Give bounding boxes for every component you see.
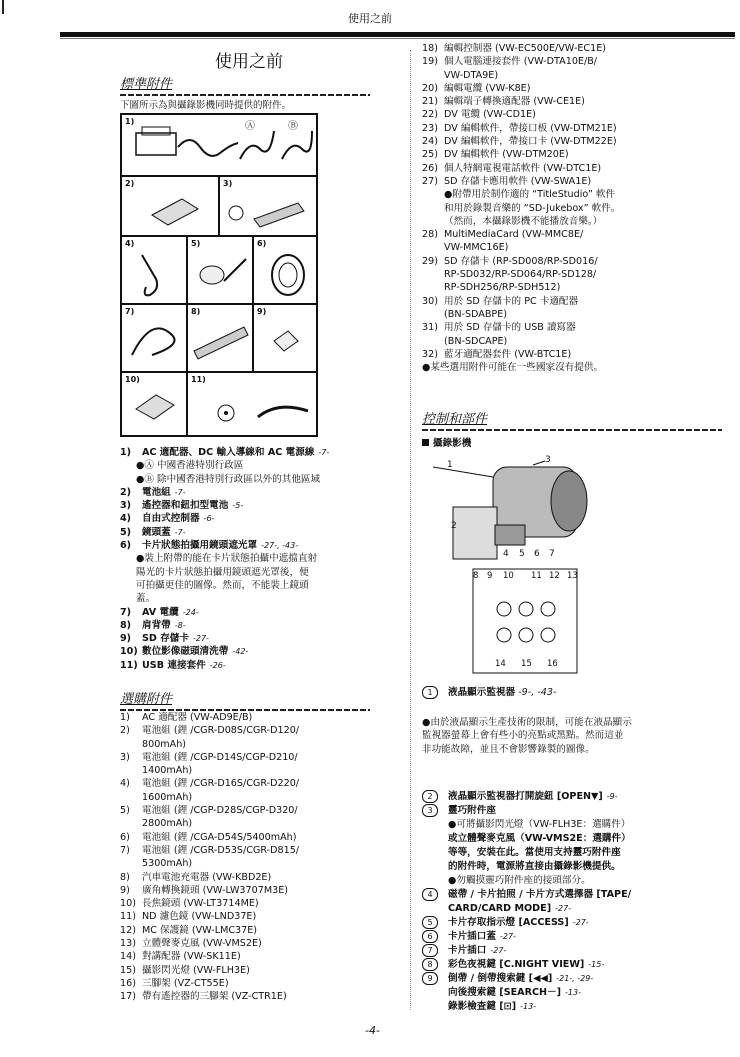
item-text: 1400mAh) <box>142 765 193 777</box>
item-text: CARD/CARD MODE] <box>448 903 552 914</box>
item-number: 32) <box>422 348 438 360</box>
item-number: 11) <box>120 659 138 671</box>
item-number: 1) <box>120 712 130 723</box>
item-number: 12) <box>120 924 136 936</box>
optional-item <box>120 777 405 790</box>
item-number: 7) <box>120 844 130 856</box>
optional-item <box>120 964 405 977</box>
diagram-label-7: 7 <box>549 549 555 559</box>
page-ref: -7- <box>174 487 186 497</box>
item-number: 28) <box>422 229 438 241</box>
standard-item <box>120 539 405 552</box>
control-item <box>422 902 732 916</box>
page-ref: -27- <box>572 918 589 927</box>
optional-item <box>120 711 405 724</box>
standard-item <box>120 486 405 499</box>
control-item <box>422 790 732 804</box>
page-ref: -13- <box>565 988 581 997</box>
diagram-label-4: 4 <box>503 549 509 559</box>
diagram-label-2: 2 <box>451 521 457 531</box>
page-ref: -5- <box>232 501 244 511</box>
control-item <box>422 832 732 846</box>
item-number: 1) <box>120 447 132 458</box>
diagram-label-9: 9 <box>487 571 493 581</box>
lcd-note <box>422 716 732 756</box>
item-number: 4) <box>120 513 132 525</box>
item-number: 4 <box>422 888 438 901</box>
item-text: 液晶顯示監視器打開旋鈕 [OPEN▼] <box>448 791 603 802</box>
optional-item <box>422 162 732 175</box>
item-text: 數位影像磁頭清洗帶 <box>142 646 229 658</box>
standard-item <box>120 606 405 619</box>
section-title: 標準附件 <box>120 77 173 92</box>
usb-kit-icon <box>188 373 316 435</box>
item-text: 肩背帶 <box>142 619 171 631</box>
figure-cell-5: 5) <box>187 236 253 304</box>
figure-cell-4: 4) <box>121 236 187 304</box>
item-text: 廣角轉換鏡頭 (VW-LW3707M3E) <box>142 884 289 896</box>
item-number: 11) <box>120 911 136 923</box>
item-text: ●Ⓐ 中國香港特別行政區 <box>136 460 244 472</box>
section-title: 選購附件 <box>120 692 173 707</box>
item-text: 卡片狀態拍攝用鏡頭遮光罩 <box>142 540 258 552</box>
optional-item <box>422 108 732 121</box>
item-number: 20) <box>422 82 438 94</box>
item-text: 的附件時，電源將直接由攝錄影機提供。 <box>448 861 621 872</box>
item-number: 25) <box>422 149 438 161</box>
item-text: 向後搜索鍵 [SEARCH－] <box>448 987 562 998</box>
item-number: 8) <box>120 871 130 883</box>
page-ref: -7- <box>174 527 186 537</box>
optional-item <box>422 55 732 68</box>
item-text: 倒帶 / 倒帶搜索鍵 [◀◀] <box>448 973 553 984</box>
optional-item <box>422 148 732 161</box>
optional-item <box>120 804 405 817</box>
standard-item <box>120 512 405 525</box>
figure-cell-9: 9) <box>253 304 317 372</box>
item-text: (BN-SDABPE) <box>444 308 508 320</box>
lcd-note-line: 非功能故障，並且不會影響錄製的圖像。 <box>422 743 595 755</box>
item-number: 2 <box>422 790 438 803</box>
ac-adaptor-icon <box>122 115 316 175</box>
control-item <box>422 888 732 902</box>
item-text: 等等，安裝在此。當使用支持靈巧附件座 <box>448 847 621 858</box>
diagram-label-3: 3 <box>545 455 551 465</box>
optional-item <box>422 348 732 361</box>
page-number: -4- <box>365 1024 380 1037</box>
page-ref: -27- <box>490 946 507 955</box>
item-number: 19) <box>422 56 438 68</box>
item-text: 磁帶 / 卡片拍照 / 卡片方式選擇器 [TAPE/ <box>448 889 632 900</box>
item-text: 攝影閃光燈 (VW-FLH3E) <box>142 964 250 976</box>
item-text: ●勿觸摸靈巧附件座的接頭部分。 <box>448 875 591 886</box>
item-number: 3) <box>120 500 132 512</box>
control-item <box>422 958 732 972</box>
item-number: 10) <box>120 898 136 910</box>
diagram-label-12: 12 <box>549 571 560 581</box>
item-text: 電池組 (鋰 /CGR-D53S/CGR-D815/ <box>142 844 300 856</box>
lcd-note-line: 監視器螢幕上會有些小的亮點或黑點。然而這並 <box>422 730 624 742</box>
item-number: 2) <box>120 486 132 498</box>
accessories-figure <box>120 113 318 437</box>
item-text: AC 適配器、DC 輸入導線和 AC 電源線 <box>142 447 315 458</box>
page-ref: -6- <box>203 514 215 524</box>
standard-accessories-heading <box>120 73 370 96</box>
item-text: 自由式控制器 <box>142 513 200 525</box>
item-text: 800mAh) <box>142 738 187 750</box>
control-item <box>422 930 732 944</box>
page-ref: -13- <box>520 1002 537 1011</box>
item-text: 陽光的卡片狀態拍攝用鏡頭遮光罩後，便 <box>136 566 309 578</box>
item-text: RP-SDH256/RP-SDH512) <box>444 282 561 294</box>
camcorder-subheading: 攝錄影機 <box>422 437 471 450</box>
item-text: 編輯控制器 (VW-EC500E/VW-EC1E) <box>444 43 607 54</box>
item-number: 2) <box>120 725 130 737</box>
optional-item <box>422 268 732 281</box>
control-item <box>422 804 732 818</box>
item-number: 6) <box>120 540 132 552</box>
page-ref: -7- <box>318 448 330 457</box>
item-text: 和用於錄製音樂的 “SD-Jukebox” 軟件。 <box>444 202 621 214</box>
section-title: 控制和部件 <box>422 412 488 427</box>
optional-item <box>422 202 732 215</box>
item-number: 17) <box>120 991 136 1003</box>
standard-item <box>120 473 405 486</box>
optional-item <box>422 255 732 268</box>
optional-item <box>120 924 405 937</box>
controls-list <box>422 790 732 1014</box>
item-text: DV 編輯軟件，帶接口卡 (VW-DTM22E) <box>444 136 617 148</box>
item-number: 26) <box>422 162 438 174</box>
item-number: 24) <box>422 136 438 148</box>
marker-a: Ⓐ <box>245 121 255 132</box>
item-number: 5) <box>120 526 132 538</box>
item-number: 27) <box>422 175 438 187</box>
optional-item <box>422 295 732 308</box>
optional-note: ●某些選用附件可能在一些國家沒有提供。 <box>422 362 604 374</box>
item-text: ●Ⓑ 除中國香港特別行政區以外的其他區域 <box>136 473 321 485</box>
item-text: 電池組 (鋰 /CGR-D08S/CGR-D120/ <box>142 725 300 737</box>
optional-item <box>422 321 732 334</box>
item-number: 14) <box>120 951 136 963</box>
bullet-square <box>422 439 429 446</box>
item-text: SD 存儲卡 (RP-SD008/RP-SD016/ <box>444 255 598 267</box>
page-ref: -24- <box>182 607 199 617</box>
page-ref: -8- <box>174 620 186 630</box>
item-number: 5) <box>120 805 130 817</box>
optional-item <box>422 175 732 188</box>
controls-heading <box>422 408 722 431</box>
optional-item <box>422 215 732 228</box>
control-item <box>422 860 732 874</box>
page-ref: -27- <box>555 904 572 913</box>
section-rule <box>422 429 722 431</box>
control-item <box>422 846 732 860</box>
diagram-label-10: 10 <box>503 571 514 581</box>
item-text: 用於 SD 存儲卡的 PC 卡適配器 <box>444 295 579 307</box>
item-text: 帶有遙控器的三腳架 (VZ-CTR1E) <box>142 991 287 1003</box>
item-text: 靈巧附件座 <box>448 805 496 816</box>
control-item <box>422 986 732 1000</box>
optional-item <box>422 228 732 241</box>
optional-item <box>120 817 405 830</box>
item-text: 電池組 (鋰 /CGP-D14S/CGP-D210/ <box>142 751 298 763</box>
optional-item <box>120 871 405 884</box>
item-text: DV 電纜 (VW-CD1E) <box>444 109 536 121</box>
item-number: 7 <box>422 944 438 957</box>
item-text: 個人特網電視電話軟件 (VW-DTC1E) <box>444 162 602 174</box>
running-header: 使用之前 <box>348 12 392 25</box>
page-ref: -26- <box>209 660 226 670</box>
optional-item <box>422 82 732 95</box>
item-number: 6) <box>120 831 130 843</box>
diagram-label-1: 1 <box>447 460 453 470</box>
item-text: 用於 SD 存儲卡的 USB 讀寫器 <box>444 322 576 334</box>
item-text: 或立體聲麥克風（VW-VMS2E：選購件） <box>448 833 631 844</box>
item-text: SD 存儲卡應用軟件 (VW-SWA1E) <box>444 175 592 187</box>
standard-item <box>120 552 405 565</box>
optional-item <box>120 791 405 804</box>
optional-item <box>120 884 405 897</box>
item-text: 藍牙適配器套件 (VW-BTC1E) <box>444 348 572 360</box>
item-number: 29) <box>422 255 438 267</box>
item-number: 8) <box>120 619 132 631</box>
item-text: VW-DTA9E) <box>444 69 499 81</box>
control-item <box>422 818 732 832</box>
item-text: 鏡頭蓋 <box>142 526 171 538</box>
standard-item <box>120 579 405 592</box>
standard-item <box>120 499 405 512</box>
item-text: 立體聲麥克風 (VW-VMS2E) <box>142 938 262 950</box>
control-item <box>422 874 732 888</box>
optional-item <box>120 857 405 870</box>
diagram-label-6: 6 <box>534 549 540 559</box>
page-ref: -15- <box>588 960 605 969</box>
optional-item <box>422 188 732 201</box>
control-item <box>422 972 732 986</box>
figure-cell-3: 3) <box>219 176 317 236</box>
optional-item <box>120 910 405 923</box>
optional-item <box>120 844 405 857</box>
diagram-label-11: 11 <box>531 571 542 581</box>
item-text: DV 編輯軟件 (VW-DTM20E) <box>444 149 569 161</box>
battery-pack-icon <box>122 177 218 235</box>
diagram-label-13: 13 <box>567 571 578 581</box>
diagram-label-8: 8 <box>473 571 479 581</box>
figure-cell-8: 8) <box>187 304 253 372</box>
item-number: 9) <box>120 633 132 645</box>
item-number: 3) <box>120 751 130 763</box>
optional-item <box>120 764 405 777</box>
item-text: 編輯端子轉換適配器 (VW-CE1E) <box>444 96 585 108</box>
item-text: 電池組 (鋰 /CGR-D16S/CGR-D220/ <box>142 778 300 790</box>
item-text: 編輯電纜 (VW-K8E) <box>444 82 531 94</box>
item-text: USB 連接套件 <box>142 659 206 671</box>
figure-cell-11: 11) <box>187 372 317 436</box>
item-number: 3 <box>422 804 438 817</box>
standard-item <box>120 632 405 645</box>
page-ref: -27- <box>499 932 516 941</box>
item-text: 卡片插口 <box>448 945 487 956</box>
standard-item <box>120 659 405 672</box>
item-number: 8 <box>422 958 438 971</box>
optional-accessories-heading <box>120 688 370 711</box>
item-text: SD 存儲卡 <box>142 633 189 645</box>
optional-list-right <box>422 42 732 374</box>
page-ref: -27-, -43- <box>261 541 299 551</box>
optional-item <box>422 42 732 55</box>
header-rule-thin <box>60 38 735 39</box>
item-number: 22) <box>422 109 438 121</box>
diagram-label-5: 5 <box>519 549 525 559</box>
standard-item <box>120 459 405 472</box>
optional-item <box>120 937 405 950</box>
item-text: 遙控器和鈕扣型電池 <box>142 500 229 512</box>
page-ref: -42- <box>232 647 249 657</box>
item-text: 對講配器 (VW-SK11E) <box>142 951 241 963</box>
item-number: 18) <box>422 43 438 54</box>
item-text: VW-MMC16E) <box>444 242 509 254</box>
item-number: 15) <box>120 964 136 976</box>
header-rule <box>60 32 735 37</box>
page-ref: -21-, -29- <box>556 974 594 983</box>
item-text: 2800mAh) <box>142 818 193 830</box>
optional-item <box>120 990 405 1003</box>
camcorder-diagram <box>433 455 611 675</box>
optional-item <box>120 950 405 963</box>
remote-control-icon <box>220 177 316 235</box>
item-text: 長焦鏡頭 (VW-LT3714ME) <box>142 898 259 910</box>
optional-list-left <box>120 711 405 1004</box>
item-text: 電池組 (鋰 /CGP-D28S/CGP-D320/ <box>142 805 298 817</box>
optional-item <box>120 897 405 910</box>
item-text: ●可將攝影閃光燈（VW-FLH3E：選購件） <box>448 819 631 830</box>
item-number: 10) <box>120 646 138 658</box>
item-text: (BN-SDCAPE) <box>444 335 508 347</box>
item-number: 31) <box>422 322 438 334</box>
camcorder-illustration <box>433 455 611 675</box>
optional-item <box>422 241 732 254</box>
item-text: 5300mAh) <box>142 858 193 870</box>
control-item <box>422 1000 732 1014</box>
standard-item <box>120 566 405 579</box>
figure-cell-2: 2) <box>121 176 219 236</box>
optional-item <box>120 831 405 844</box>
item-text: DV 編輯軟件，帶接口板 (VW-DTM21E) <box>444 122 617 134</box>
item-text: AV 電纜 <box>142 606 179 618</box>
item-text: 蓋。 <box>136 593 156 605</box>
optional-item <box>422 281 732 294</box>
standard-item <box>120 592 405 605</box>
item-number: 9 <box>422 972 438 985</box>
item-text: ●附帶用於制作適的 “TitleStudio” 軟件 <box>444 189 616 201</box>
optional-item <box>120 738 405 751</box>
item-text: MC 保護鏡 (VW-LMC37E) <box>142 924 258 936</box>
item-text: 三腳架 (VZ-CT55E) <box>142 977 229 989</box>
item-number: 13) <box>120 938 136 950</box>
item-text: 卡片存取指示燈 [ACCESS] <box>448 917 569 928</box>
optional-item <box>422 69 732 82</box>
diagram-label-14: 14 <box>495 659 506 669</box>
item-number: 7) <box>120 606 132 618</box>
standard-item <box>120 526 405 539</box>
optional-item <box>120 724 405 737</box>
item-number: 5 <box>422 916 438 929</box>
marker-b: Ⓑ <box>288 121 298 132</box>
optional-item <box>422 122 732 135</box>
standard-intro: 下圖所示為與攝錄影機同時提供的附件。 <box>120 100 292 111</box>
control-item <box>422 916 732 930</box>
item-text: MultiMediaCard (VW-MMC8E/ <box>444 229 584 241</box>
section-rule <box>120 94 370 96</box>
item-text: 電池組 <box>142 486 171 498</box>
figure-cell-7: 7) <box>121 304 187 372</box>
item-number: 9) <box>120 884 130 896</box>
item-number: 6 <box>422 930 438 943</box>
lcd-note-line: ●由於液晶顯示生產技術的限制，可能在液晶顯示 <box>422 717 632 728</box>
figure-cell-6: 6) <box>253 236 317 304</box>
item-text: AC 適配器 (VW-AD9E/B) <box>142 712 253 723</box>
optional-item <box>422 308 732 321</box>
item-text: ND 濾色鏡 (VW-LND37E) <box>142 911 257 923</box>
standard-item <box>120 619 405 632</box>
optional-item <box>422 335 732 348</box>
item-number: 30) <box>422 295 438 307</box>
item-text: RP-SD032/RP-SD064/RP-SD128/ <box>444 269 597 281</box>
item-text: ●裝上附帶的能在卡片狀態拍攝中遮擋直射 <box>136 553 318 565</box>
item-text: （然而，本攝錄影機不能播放音樂。） <box>444 215 603 227</box>
item-number: 4) <box>120 778 130 790</box>
diagram-label-15: 15 <box>521 659 532 669</box>
control-item <box>422 944 732 958</box>
standard-item <box>120 645 405 658</box>
item-number: 16) <box>120 977 136 989</box>
figure-cell-10: 10) <box>121 372 187 436</box>
column-divider <box>410 50 411 1010</box>
page-title: 使用之前 <box>215 52 283 72</box>
item-number: 21) <box>422 96 438 108</box>
item-text: 電池組 (鋰 /CGA-D54S/5400mAh) <box>142 831 297 843</box>
control-item-1: 1 液晶顯示監視器 -9-, -43- <box>422 686 556 700</box>
diagram-label-16: 16 <box>547 659 558 669</box>
optional-item <box>120 751 405 764</box>
optional-item <box>422 135 732 148</box>
item-text: 1600mAh) <box>142 791 193 803</box>
item-text: 汽車電池充電器 (VW-KBD2E) <box>142 871 272 883</box>
item-text: 彩色夜視鍵 [C.NIGHT VIEW] <box>448 959 585 970</box>
standard-accessory-list <box>120 446 405 672</box>
item-text: 個人電腦連接套件 (VW-DTA10E/B/ <box>444 56 598 68</box>
item-text: 可拍攝更佳的圖像。然而，不能裝上鏡頭 <box>136 579 309 591</box>
page-ref: -27- <box>193 634 209 644</box>
item-number: 23) <box>422 122 438 134</box>
optional-item <box>422 95 732 108</box>
item-text: 錄影檢查鍵 [⊡] <box>448 1001 517 1012</box>
item-text: 卡片插口蓋 <box>448 931 496 942</box>
page-ref: -9- <box>606 792 618 801</box>
optional-item <box>120 977 405 990</box>
standard-item <box>120 446 405 459</box>
figure-cell-1: 1) Ⓐ Ⓑ <box>121 114 317 176</box>
